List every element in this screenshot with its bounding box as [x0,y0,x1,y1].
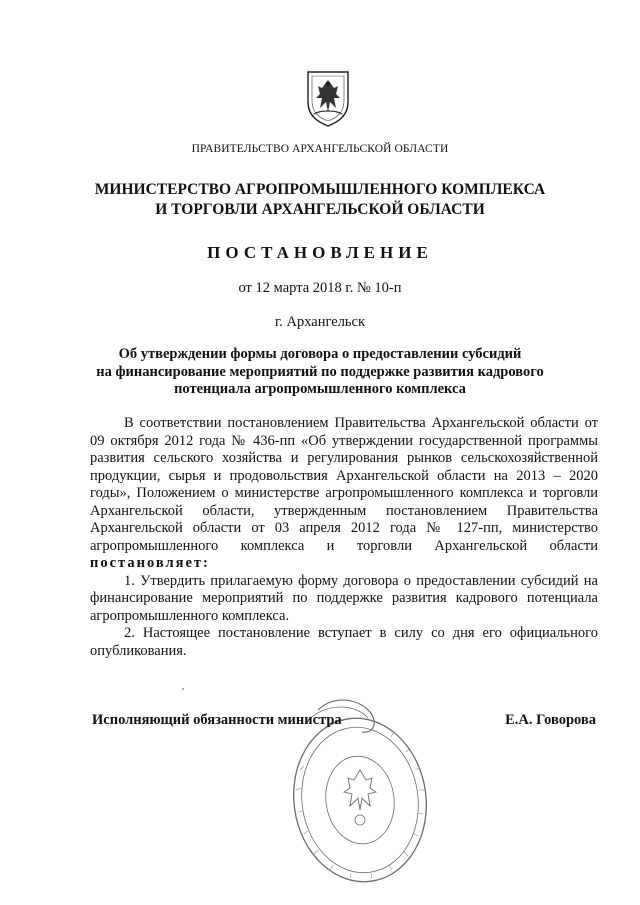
preamble-paragraph [90,415,598,573]
government-name: ПРАВИТЕЛЬСТВО АРХАНГЕЛЬСКОЙ ОБЛАСТИ [191,143,449,155]
subject-line-3: потенциала агропромышленного комплекса [174,381,466,397]
ministry-line-2: И ТОРГОВЛИ АРХАНГЕЛЬСКОЙ ОБЛАСТИ [155,201,485,218]
coat-of-arms-icon [304,68,352,128]
item-2-paragraph: 2. Настоящее постановление вступает в силу со дня его официального опубликования. [90,625,598,659]
document-subject [0,346,640,399]
resolves-word: постановляет: [90,555,210,571]
item-1-paragraph: 1. Утвердить прилагаемую форму договора о предоставлении субсидий на финансирование мероприятий по поддержке развития кадрового потенциала агропромышленного комплекса. [90,572,598,624]
ministry-line-1: МИНИСТЕРСТВО АГРОПРОМЫШЛЕННОГО КОМПЛЕКСА [94,181,546,198]
document-body [90,415,598,660]
document-city: г. Архангельск [274,314,366,330]
document-date-number: от 12 марта 2018 г. № 10-п [238,280,402,296]
subject-line-1: Об утверждении формы договора о предоставлении субсидий [118,346,522,362]
signatory-position: Исполняющий обязанности министра [92,712,342,728]
subject-line-2: на финансирование мероприятий по поддержке развития кадрового [96,363,544,380]
signatory-name: Е.А. Говорова [505,712,596,728]
scan-speck [182,688,184,690]
ministry-name [0,180,640,220]
document-type: ПОСТАНОВЛЕНИЕ [207,243,433,262]
preamble-text: В соответствии постановлением Правительства Архангельской области от 09 октября 2012 года № 436-пп «Об утверждении государственной программы развития сельского хозяйства и регулирования рынков сельскохозяйственной продукции, сырья и продовольствия Архангельской области на 2013 – 2020 годы», Положением о министерстве агропромышленного комплекса и торговли Архангельской области, утвержденным постановлением Правительства Архангельской области от 03 апреля 2012 года № 127-пп, министерство агропромышленного комплекса и торговли Архангельской области [90,415,598,554]
